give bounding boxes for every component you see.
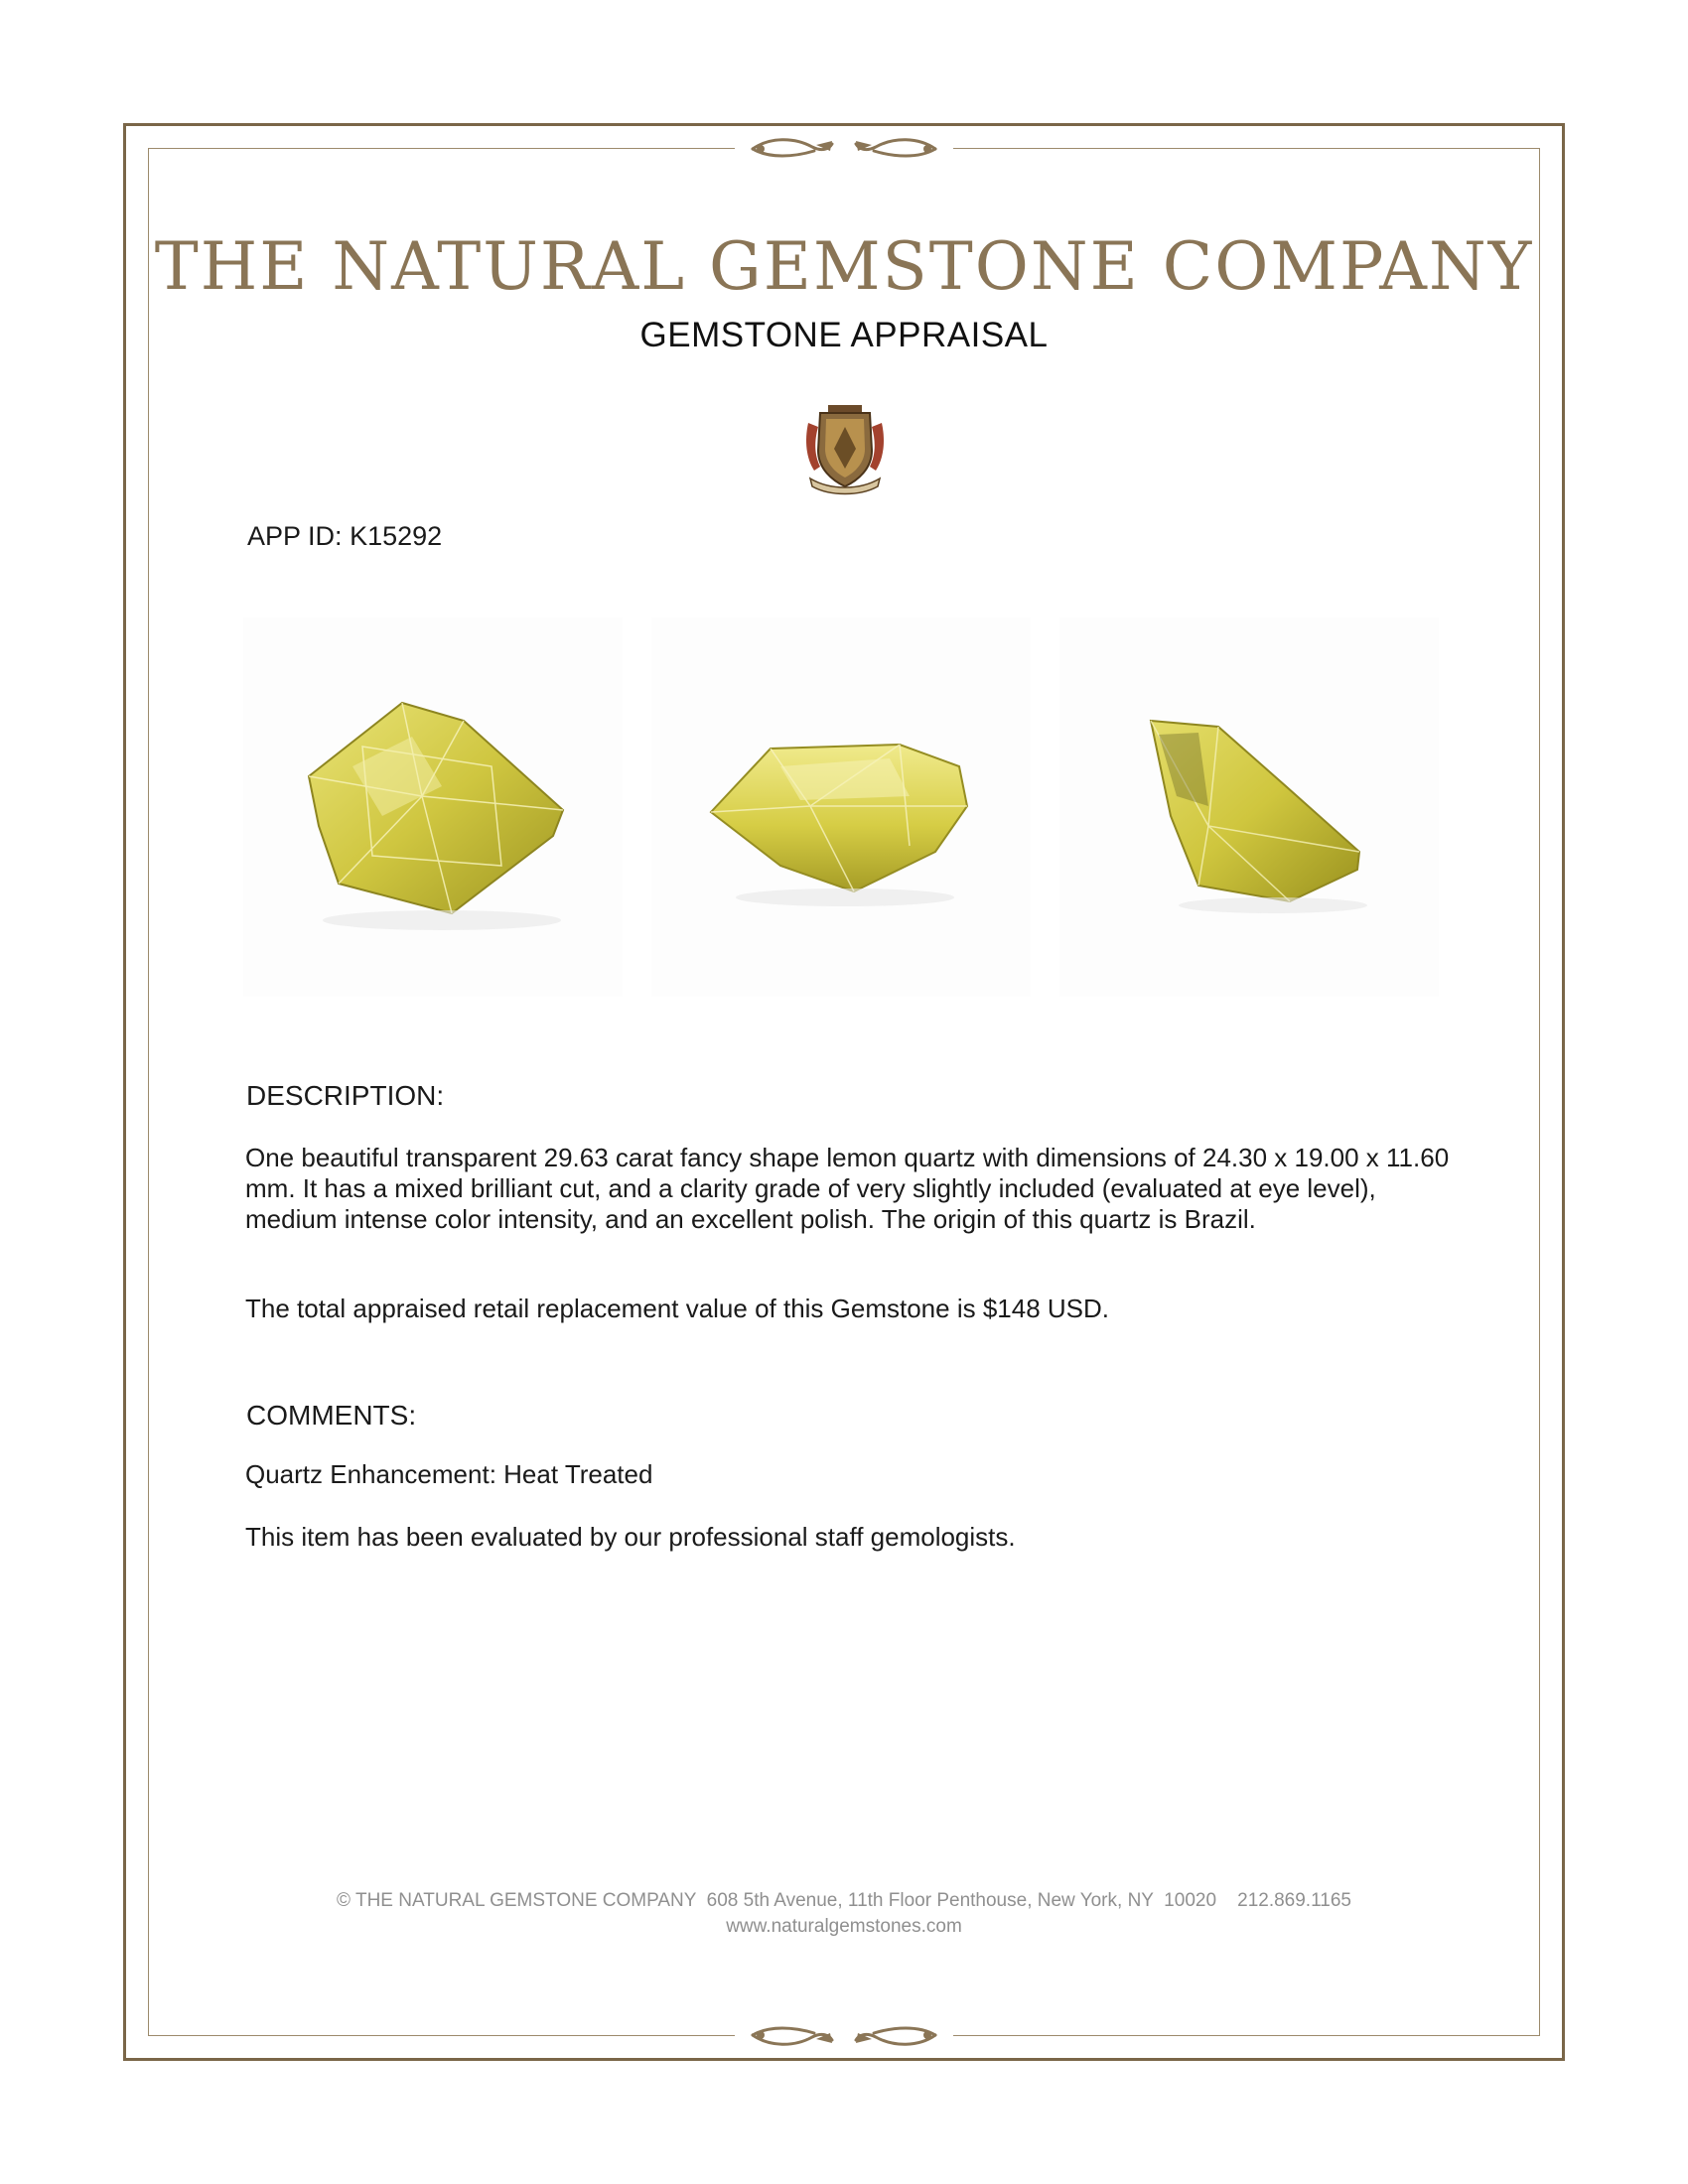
gem-photo-top-view — [243, 617, 623, 997]
footer-address: © THE NATURAL GEMSTONE COMPANY 608 5th Avenue, 11th Floor Penthouse, New York, NY 10020 212.869.1165 — [337, 1890, 1351, 1911]
enhancement-text: Quartz Enhancement: Heat Treated — [245, 1459, 653, 1489]
evaluation-text: This item has been evaluated by our professional staff gemologists. — [245, 1522, 1016, 1552]
app-id-value: K15292 — [350, 521, 443, 551]
company-name: THE NATURAL GEMSTONE COMPANY — [154, 228, 1534, 305]
footer — [149, 1888, 1539, 1940]
gem-photo-angled-view — [1059, 617, 1439, 997]
description-heading: DESCRIPTION: — [246, 1080, 445, 1111]
scroll-ornament-icon — [735, 2021, 953, 2051]
comments-heading: COMMENTS: — [246, 1400, 417, 1431]
appraised-value: The total appraised retail replacement value of this Gemstone is $148 USD. — [245, 1294, 1110, 1323]
scroll-ornament-icon — [735, 133, 953, 163]
gem-photo-side-view — [651, 617, 1031, 997]
description-text: One beautiful transparent 29.63 carat fancy shape lemon quartz with dimensions of 24.30 x 19.00 x 11.60 mm. It has a mixed brilliant cut, and a clarity grade of very slightly included (evaluated at eye level), medium intense color intensity, and an excellent polish. The origin of this quartz is Brazil. — [245, 1143, 1450, 1234]
document-title: GEMSTONE APPRAISAL — [639, 316, 1049, 354]
crest-seal-icon — [800, 401, 890, 496]
footer-website: www.naturalgemstones.com — [726, 1916, 962, 1937]
app-id — [247, 521, 442, 552]
app-id-label: APP ID: — [247, 521, 343, 551]
